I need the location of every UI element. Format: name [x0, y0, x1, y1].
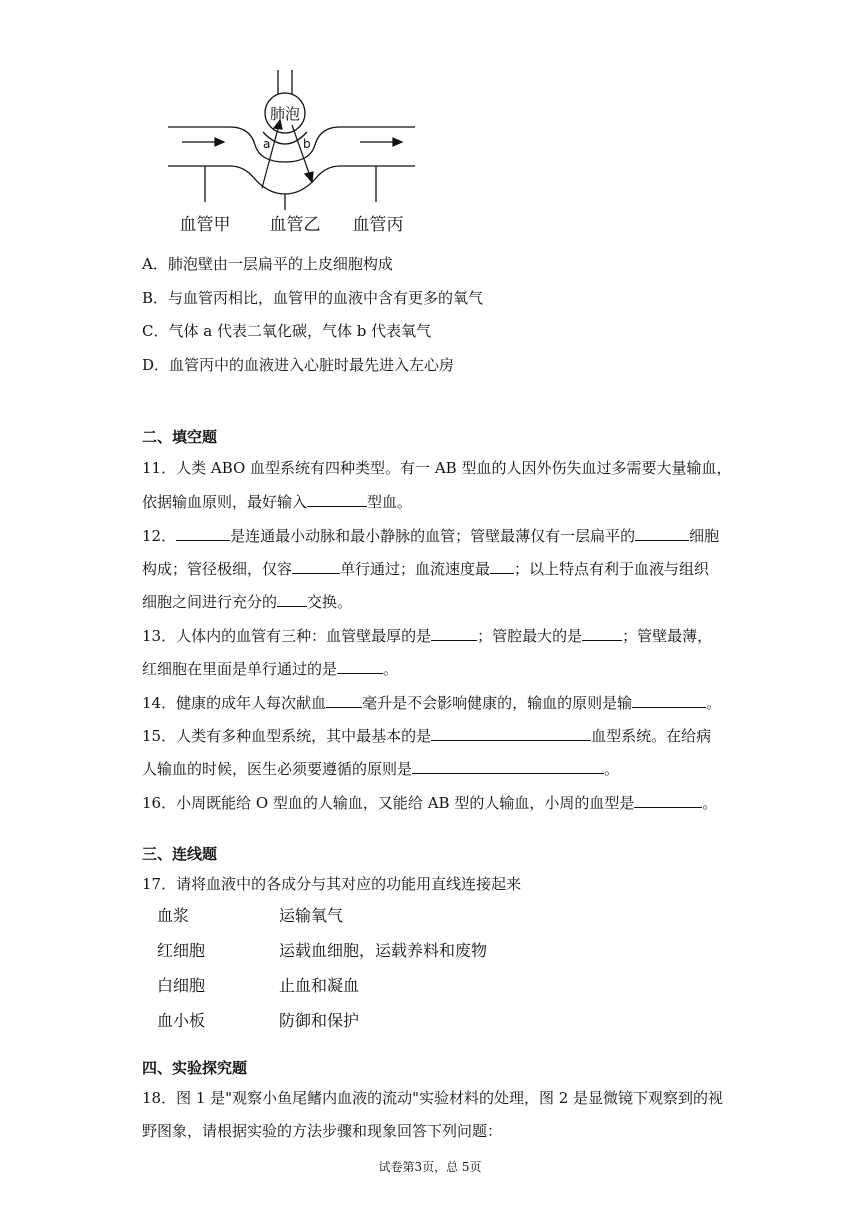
q11-line1: 11．人类 ABO 血型系统有四种类型。有一 AB 型血的人因外伤失血过多需要大量输血，: [142, 459, 732, 477]
q16-blank[interactable]: [634, 792, 702, 808]
q13-text-3: ；管壁最薄，: [622, 627, 713, 645]
q15-text-4: 。: [604, 760, 620, 778]
gas-b-label: b: [303, 137, 311, 151]
q12-text-7: 交换。: [307, 593, 353, 611]
q13-text-5: 。: [383, 660, 399, 678]
q13-blank-2[interactable]: [582, 625, 622, 641]
q15-blank-1[interactable]: [431, 725, 591, 741]
match-left-plasma[interactable]: 血浆: [157, 906, 190, 925]
q12-text-5: ；以上特点有利于血液与组织: [514, 560, 710, 578]
q13-line2: [142, 658, 398, 679]
q12-blank-2[interactable]: [635, 525, 689, 541]
q13-text-4: 红细胞在里面是单行通过的是: [142, 660, 338, 678]
q12-blank-4[interactable]: [490, 558, 514, 574]
q13-blank-3[interactable]: [337, 658, 383, 674]
q16-text-1: 16．小周既能给 O 型血的人输血，又能给 AB 型的人输血，小周的血型是: [142, 794, 635, 812]
q15-line1: [142, 725, 711, 746]
q12-text-1: 是连通最小动脉和最小静脉的血管；管壁最薄仅有一层扁平的: [230, 527, 636, 545]
option-c: C．气体 a 代表二氧化碳，气体 b 代表氧气: [142, 322, 432, 340]
q11-blank[interactable]: [307, 491, 367, 507]
q15-blank-2[interactable]: [412, 758, 604, 774]
option-a: A．肺泡壁由一层扁平的上皮细胞构成: [142, 255, 393, 273]
vessel-bing-label: 血管丙: [352, 215, 404, 235]
q12-text-3: 构成；管径极细，仅容: [142, 560, 293, 578]
match-left-rbc[interactable]: 红细胞: [157, 941, 206, 960]
q16-text-2: 。: [702, 794, 718, 812]
q11-text-a: 依据输血原则，最好输入: [142, 493, 308, 511]
q14-line: [142, 692, 721, 713]
alveolus-capillary-diagram: [160, 70, 430, 240]
match-left-wbc[interactable]: 白细胞: [157, 976, 206, 995]
q17-prompt: 17．请将血液中的各成分与其对应的功能用直线连接起来: [142, 875, 522, 893]
q12-blank-1[interactable]: [176, 525, 230, 541]
q12-line1: [142, 525, 719, 546]
q12-text-2: 细胞: [689, 527, 720, 545]
q11-line2: [142, 491, 412, 512]
q12-number: 12．: [142, 527, 177, 545]
q14-blank-2[interactable]: [632, 692, 706, 708]
q13-text-2: ；管腔最大的是: [477, 627, 583, 645]
match-right-clotting[interactable]: 止血和凝血: [279, 976, 360, 995]
q11-text-b: 型血。: [367, 493, 413, 511]
alveolus-label: 肺泡: [269, 105, 301, 123]
option-b: B．与血管丙相比，血管甲的血液中含有更多的氧气: [142, 289, 484, 307]
match-right-transport[interactable]: 运载血细胞，运载养料和废物: [279, 941, 488, 960]
q18-line2: 野图象，请根据实验的方法步骤和现象回答下列问题：: [142, 1122, 503, 1140]
q14-text-1: 14．健康的成年人每次献血: [142, 694, 327, 712]
q16-line: [142, 792, 717, 813]
q14-text-2: 毫升是不会影响健康的，输血的原则是输: [362, 694, 633, 712]
section-3-title: 三、连线题: [142, 845, 218, 863]
q14-blank-1[interactable]: [326, 692, 362, 708]
q12-line3: [142, 591, 352, 612]
section-4-title: 四、实验探究题: [142, 1059, 248, 1077]
q14-text-3: 。: [706, 694, 722, 712]
gas-a-label: a: [263, 137, 271, 151]
vessel-yi-label: 血管乙: [269, 215, 321, 235]
option-d: D．血管丙中的血液进入心脏时最先进入左心房: [142, 356, 455, 374]
q15-text-1: 15．人类有多种血型系统，其中最基本的是: [142, 727, 432, 745]
section-2-title: 二、填空题: [142, 428, 218, 446]
q18-line1: 18．图 1 是"观察小鱼尾鳍内血液的流动"实验材料的处理，图 2 是显微镜下观察到的视: [142, 1089, 724, 1107]
q12-blank-3[interactable]: [292, 558, 340, 574]
q15-line2: [142, 758, 619, 779]
q15-text-3: 人输血的时候，医生必须要遵循的原则是: [142, 760, 413, 778]
q12-line2: [142, 558, 709, 579]
q13-blank-1[interactable]: [431, 625, 477, 641]
q12-text-4: 单行通过；血流速度最: [340, 560, 491, 578]
q12-blank-5[interactable]: [277, 591, 307, 607]
match-right-defense[interactable]: 防御和保护: [279, 1011, 360, 1030]
page-footer: 试卷第3页，总 5页: [378, 1160, 482, 1174]
q13-line1: [142, 625, 712, 646]
match-right-oxygen[interactable]: 运输氧气: [279, 906, 344, 925]
match-left-platelet[interactable]: 血小板: [157, 1011, 206, 1030]
q12-text-6: 细胞之间进行充分的: [142, 593, 278, 611]
q13-text-1: 13．人体内的血管有三种：血管壁最厚的是: [142, 627, 432, 645]
vessel-jia-label: 血管甲: [179, 215, 231, 235]
q15-text-2: 血型系统。在给病: [591, 727, 712, 745]
